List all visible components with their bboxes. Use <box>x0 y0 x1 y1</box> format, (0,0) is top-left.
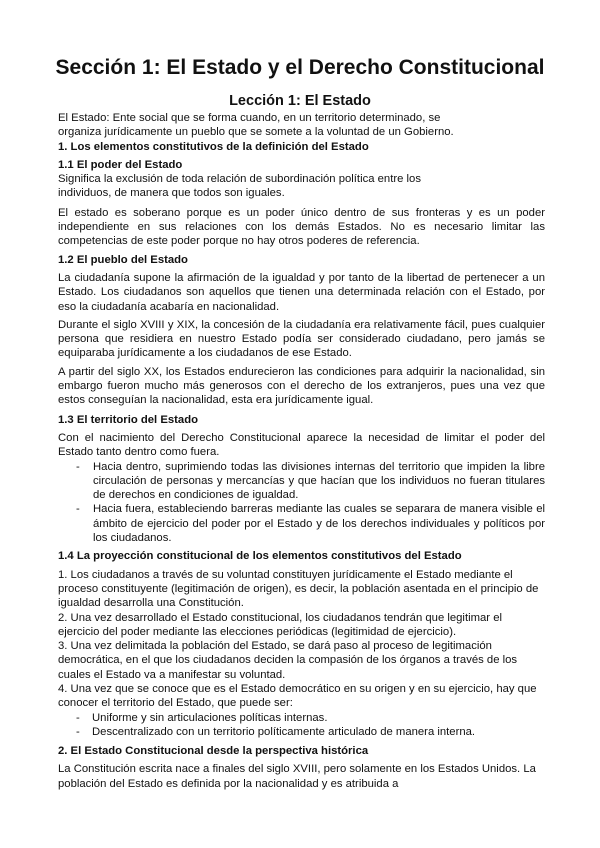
paragraph-1-2b: Durante el siglo XVIII y XIX, la concesión de la ciudadanía era relativamente fácil, pues cualquier persona que residiera en nuestro Estado podía ser considerado ciudadano, pero jamás se equiparaba jurídicamente a los ciudadanos de ese Estado. <box>58 318 545 360</box>
dash-bullet: - <box>76 725 80 738</box>
heading-1-1: 1.1 El poder del Estado <box>58 158 183 171</box>
paragraph-2a: La Constitución escrita nace a finales del siglo XVIII, pero solamente en los Estados Unidos. La población del Estado es definida por la nacionalidad y es atribuida a <box>58 763 536 790</box>
list-1-3 <box>58 460 545 546</box>
intro-line-1: El Estado: Ente social que se forma cuando, en un territorio determinado, se <box>58 112 441 124</box>
paragraph-1-4-3: 3. Una vez delimitada la población del Estado, se dará paso al proceso de legitimación democrática, en el que los ciudadanos deciden la compasión de los órganos a través de los cuales el Estado va a manifestar su voluntad. <box>58 640 518 681</box>
paragraph-1-4-1: 1. Los ciudadanos a través de su voluntad constituyen jurídicamente el Estado mediante el proceso constituyente (legitimación de origen), es decir, la población asentada en el principio de igualdad desarrolla una Constitución. <box>58 568 539 610</box>
paragraph-1-1b: El estado es soberano porque es un poder único dentro de sus fronteras y es un poder independiente en sus relaciones con los demás Estados. No es necesario limitar las competencias de este poder porque no hay otros poderes de referencia. <box>58 206 545 248</box>
heading-1: 1. Los elementos constitutivos de la definición del Estado <box>58 140 369 153</box>
paragraph-1-4-4: 4. Una vez que se conoce que es el Estado democrático en su origen y en su ejercicio, hay que conocer el territorio del Estado, que puede ser: <box>58 682 537 710</box>
lesson-title: Lección 1: El Estado <box>229 93 371 109</box>
paragraph-1-1a-line2: individuos, de manera que todos son iguales. <box>58 187 285 200</box>
heading-1-4: 1.4 La proyección constitucional de los elementos constitutivos del Estado <box>58 550 462 563</box>
intro-line-2: organiza jurídicamente un pueblo que se somete a la voluntad de un Gobierno. <box>58 126 454 139</box>
list-1-4 <box>58 711 545 740</box>
paragraph-1-2c: A partir del siglo XX, los Estados endurecieron las condiciones para adquirir la nacionalidad, sin embargo fueron mucho más generosos con el derecho de los extranjeros, pues una vez que estos conseguían la nacionalidad, esta era jurídicamente igual. <box>58 365 545 407</box>
paragraph-1-2a: La ciudadanía supone la afirmación de la igualdad y por tanto de la libertad de pertenecer a un Estado. Los ciudadanos son aquellos que tienen una determinada relación con el Estado, por eso la ciudadanía acabaría en nacionalidad. <box>58 271 545 313</box>
heading-1-3: 1.3 El territorio del Estado <box>58 413 198 426</box>
dash-bullet: - <box>76 460 80 473</box>
heading-1-2: 1.2 El pueblo del Estado <box>58 253 188 266</box>
list-item: - Descentralizado con un territorio políticamente articulado de manera interna. <box>76 725 476 738</box>
list-item: - Hacia dentro, suprimiendo todas las divisiones internas del territorio que impiden la libre circulación de personas y mercancías y que hacían que los individuos no fueran titulares de derechos en condiciones de igualdad. <box>76 460 545 502</box>
paragraph-1-3a: Con el nacimiento del Derecho Constitucional aparece la necesidad de limitar el poder del Estado tanto dentro como fuera. <box>58 431 545 459</box>
list-item: - Uniforme y sin articulaciones políticas internas. <box>76 711 328 724</box>
list-item: - Hacia fuera, estableciendo barreras mediante las cuales se separara de manera visible el ámbito de ejercicio del poder por el Estado y de los derechos individuales y políticos por los ciudadanos. <box>76 503 545 545</box>
paragraph-1-1a-line1: Significa la exclusión de toda relación de subordinación política entre los <box>58 173 421 186</box>
document-body <box>58 111 545 791</box>
dash-bullet: - <box>76 503 80 516</box>
heading-2: 2. El Estado Constitucional desde la perspectiva histórica <box>58 745 369 758</box>
paragraph-1-4-2: 2. Una vez desarrollado el Estado constitucional, los ciudadanos tendrán que legitimar el ejercicio del poder mediante las elecciones periódicas (legitimidad de ejercicio). <box>58 611 502 638</box>
section-title: Sección 1: El Estado y el Derecho Constitucional <box>55 56 545 79</box>
dash-bullet: - <box>76 711 80 724</box>
